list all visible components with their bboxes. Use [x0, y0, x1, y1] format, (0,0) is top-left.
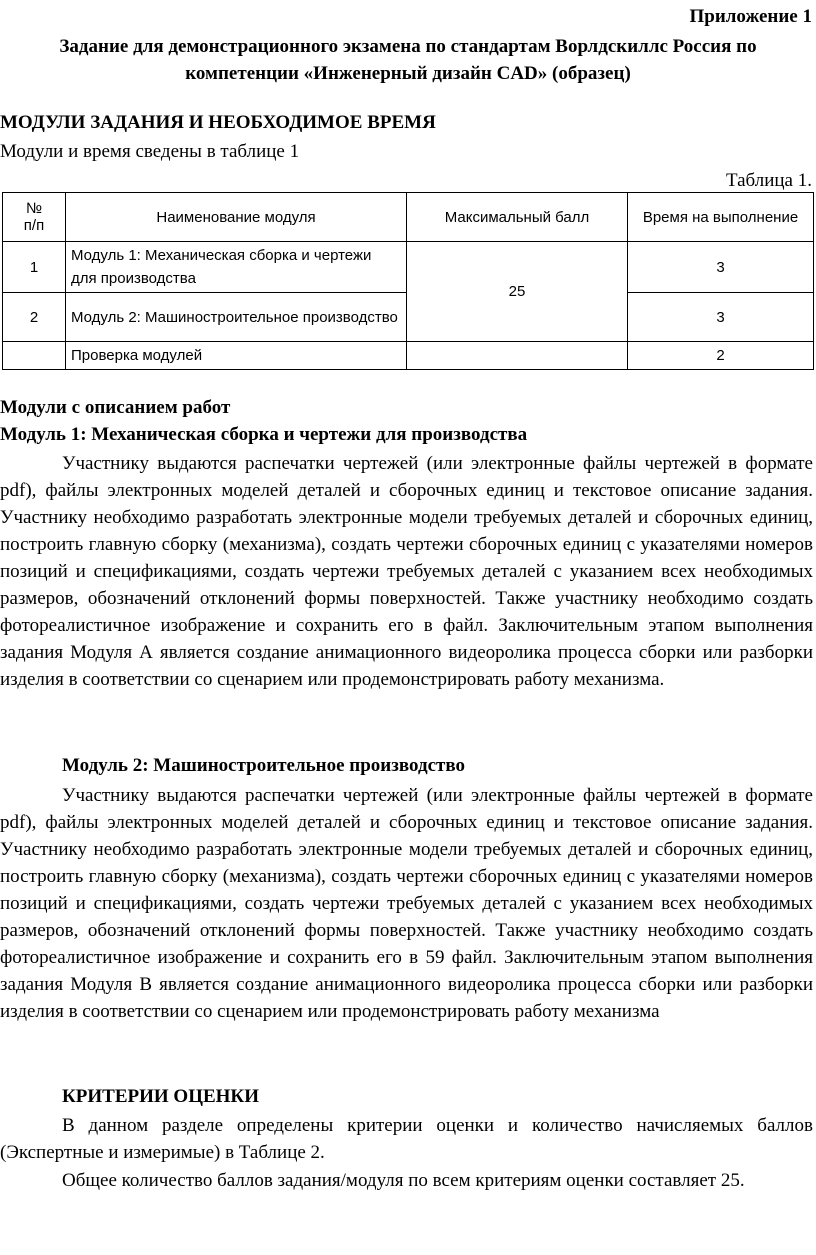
row-num: 2: [3, 293, 66, 342]
modules-table: [2, 192, 814, 370]
row-num: 1: [3, 242, 66, 293]
row-time: 3: [628, 242, 814, 293]
module2-text: Участнику выдаются распечатки чертежей (или электронные файлы чертежей в формате pdf), файлы электронных моделей деталей и сборочных единиц и текстовое описание задания. Участнику необходимо разработать электронные модели требуемых деталей и сборочных единиц, построить главную сборку (механизма), создать чертежи сборочных единиц с указателями номеров позиций и спецификациями, создать чертежи требуемых деталей с указанием всех необходимых размеров, обозначений отклонений формы поверхностей. Также участнику необходимо создать фотореалистичное изображение и сохранить его в 59 файл. Заключительным этапом выполнения задания Модуля В является создание анимационного видеоролика процесса сборки или разборки изделия в соответствии со сценарием или продемонстрировать работу механизма: [0, 785, 813, 1022]
table-row: [3, 242, 814, 293]
table-row: [3, 342, 814, 370]
header-name: Наименование модуля: [66, 193, 407, 242]
criteria-heading: КРИТЕРИИ ОЦЕНКИ: [62, 1086, 259, 1107]
row-max-empty: [407, 342, 628, 370]
module1-heading: Модуль 1: Механическая сборка и чертежи для производства: [0, 424, 528, 445]
criteria-para-2: Общее количество баллов задания/модуля по всем критериям оценки составляет 25.: [62, 1170, 745, 1191]
descriptions-heading: Модули с описанием работ: [0, 397, 231, 418]
row-time: 2: [628, 342, 814, 370]
title-line-2: компетенции «Инженерный дизайн CAD» (образец): [185, 63, 631, 84]
header-num-line1: №: [25, 200, 43, 217]
row-name: Модуль 1: Механическая сборка и чертежи для производства: [66, 242, 407, 293]
header-num: [3, 193, 66, 242]
table-header-row: [3, 193, 814, 242]
module1-text: Участнику выдаются распечатки чертежей (или электронные файлы чертежей в формате pdf), файлы электронных моделей деталей и сборочных единиц и текстовое описание задания. Участнику необходимо разработать электронные модели требуемых деталей и сборочных единиц, построить главную сборку (механизма), создать чертежи сборочных единиц с указателями номеров позиций и спецификациями, создать чертежи требуемых деталей с указанием всех необходимых размеров, обозначений отклонений формы поверхностей. Также участнику необходимо создать фотореалистичное изображение и сохранить его в файл. Заключительным этапом выполнения задания Модуля А является создание анимационного видеоролика процесса сборки или разборки изделия в соответствии со сценарием или продемонстрировать работу механизма.: [0, 453, 813, 690]
max-score-cell: 25: [407, 242, 628, 342]
header-num-line2: п/п: [23, 217, 45, 234]
criteria-para-1: В данном разделе определены критерии оценки и количество начисляемых баллов (Экспертные и измеримые) в Таблице 2.: [0, 1115, 813, 1163]
header-max: Максимальный балл: [407, 193, 628, 242]
row-time: 3: [628, 293, 814, 342]
row-num: [3, 342, 66, 370]
module2-heading: Модуль 2: Машиностроительное производство: [62, 755, 465, 776]
modules-intro: Модули и время сведены в таблице 1: [0, 141, 300, 162]
title-line-1: Задание для демонстрационного экзамена по стандартам Ворлдскиллс Россия по: [59, 36, 757, 57]
modules-heading: МОДУЛИ ЗАДАНИЯ И НЕОБХОДИМОЕ ВРЕМЯ: [0, 112, 436, 133]
header-time: Время на выполнение: [628, 193, 814, 242]
row-name: Проверка модулей: [66, 342, 407, 370]
table-caption: Таблица 1.: [725, 170, 812, 191]
document-title: [0, 33, 816, 87]
row-name: Модуль 2: Машиностроительное производство: [66, 293, 407, 342]
appendix-label: Приложение 1: [689, 6, 812, 27]
